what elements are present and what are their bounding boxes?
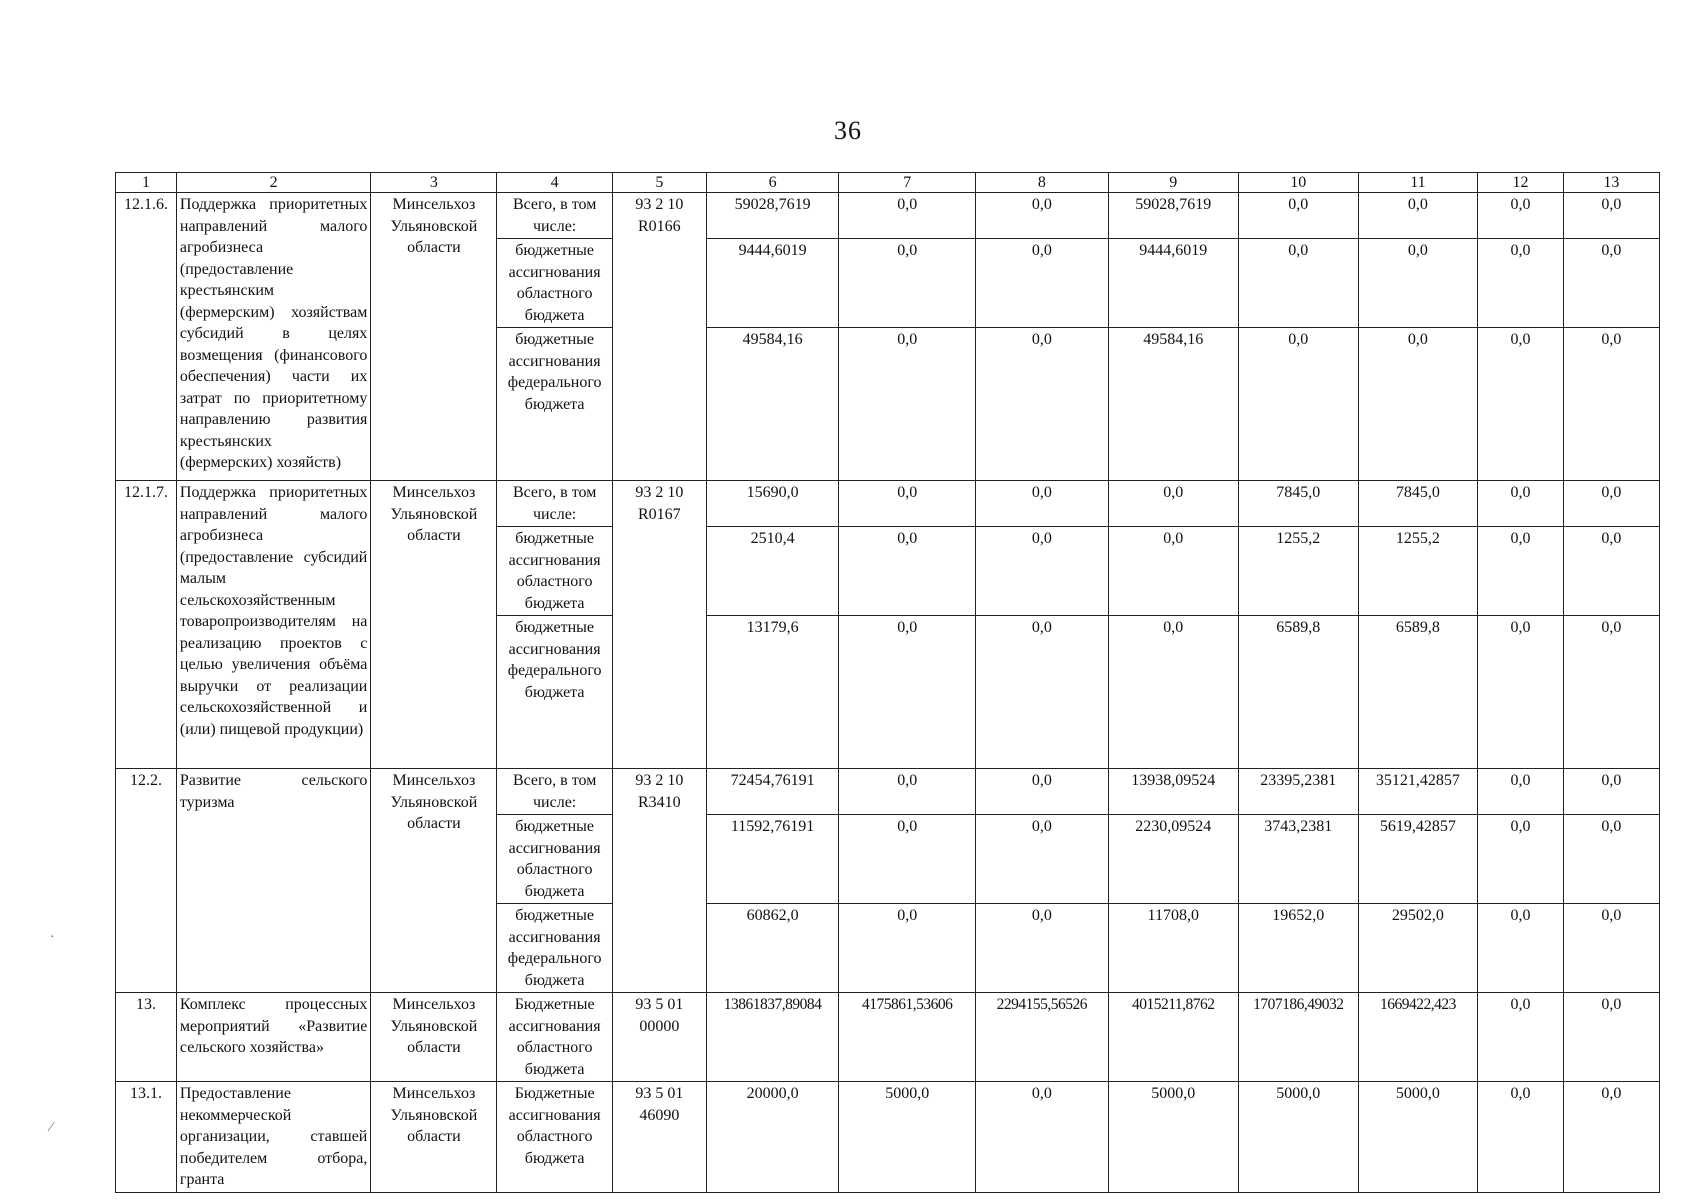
- row-number: 12.2.: [116, 769, 177, 993]
- value-cell: 1669422,423: [1358, 993, 1478, 1082]
- value-cell: 5619,42857: [1358, 815, 1478, 904]
- column-header: 13: [1563, 173, 1659, 193]
- value-cell: 0,0: [1563, 815, 1659, 904]
- table-row: [116, 1082, 1660, 1193]
- value-cell: 23395,2381: [1238, 769, 1358, 815]
- budget-code: 93 2 10 R3410: [612, 769, 706, 993]
- budget-code: 93 5 01 00000: [612, 993, 706, 1082]
- value-cell: 0,0: [1563, 904, 1659, 993]
- value-cell: 0,0: [1563, 616, 1659, 769]
- row-name: Комплекс процессных мероприятий «Развитие сельского хозяйства»: [176, 993, 370, 1082]
- column-header: 8: [976, 173, 1108, 193]
- value-cell: 0,0: [839, 239, 976, 328]
- row-executor: Минсельхоз Ульяновской области: [371, 769, 497, 993]
- value-cell: 0,0: [976, 328, 1108, 481]
- value-cell: 15690,0: [706, 481, 838, 527]
- value-cell: 0,0: [1108, 481, 1238, 527]
- value-cell: 20000,0: [706, 1082, 838, 1193]
- value-cell: 0,0: [839, 616, 976, 769]
- funding-source: Всего, в том числе:: [497, 193, 612, 239]
- value-cell: 5000,0: [1358, 1082, 1478, 1193]
- value-cell: 0,0: [1563, 527, 1659, 616]
- table-row: [116, 193, 1660, 239]
- row-number: 12.1.6.: [116, 193, 177, 481]
- column-header: 1: [116, 173, 177, 193]
- value-cell: 9444,6019: [706, 239, 838, 328]
- value-cell: 0,0: [1563, 328, 1659, 481]
- scan-speck: ·: [50, 930, 55, 945]
- value-cell: 0,0: [1478, 481, 1563, 527]
- value-cell: 6589,8: [1238, 616, 1358, 769]
- value-cell: 19652,0: [1238, 904, 1358, 993]
- value-cell: 9444,6019: [1108, 239, 1238, 328]
- funding-source: Всего, в том числе:: [497, 769, 612, 815]
- value-cell: 0,0: [1563, 1082, 1659, 1193]
- value-cell: 0,0: [1478, 1082, 1563, 1193]
- value-cell: 0,0: [976, 616, 1108, 769]
- value-cell: 2230,09524: [1108, 815, 1238, 904]
- value-cell: 0,0: [1563, 769, 1659, 815]
- funding-source: бюджетные ассигнования федерального бюджета: [497, 616, 612, 769]
- value-cell: 4175861,53606: [839, 993, 976, 1082]
- value-cell: 0,0: [1478, 193, 1563, 239]
- row-number: 13.1.: [116, 1082, 177, 1193]
- value-cell: 0,0: [976, 481, 1108, 527]
- value-cell: 0,0: [1238, 239, 1358, 328]
- value-cell: 11708,0: [1108, 904, 1238, 993]
- value-cell: 0,0: [839, 904, 976, 993]
- value-cell: 0,0: [839, 769, 976, 815]
- column-header: 10: [1238, 173, 1358, 193]
- budget-table: [115, 172, 1660, 1193]
- value-cell: 13179,6: [706, 616, 838, 769]
- value-cell: 0,0: [976, 193, 1108, 239]
- column-header: 2: [176, 173, 370, 193]
- value-cell: 0,0: [1478, 769, 1563, 815]
- row-name: Поддержка приоритетных направлений малого агробизнеса (предоставление субсидий малым сельскохозяйственным товаропроизводителям на реализацию проектов с целью увеличения объёма выручки от реализации сельскохозяйственной и (или) пищевой продукции): [176, 481, 370, 769]
- row-executor: Минсельхоз Ульяновской области: [371, 193, 497, 481]
- value-cell: 0,0: [1563, 193, 1659, 239]
- value-cell: 2294155,56526: [976, 993, 1108, 1082]
- column-header: 4: [497, 173, 612, 193]
- value-cell: 0,0: [839, 481, 976, 527]
- value-cell: 0,0: [1238, 193, 1358, 239]
- value-cell: 0,0: [1478, 527, 1563, 616]
- value-cell: 2510,4: [706, 527, 838, 616]
- column-header: 11: [1358, 173, 1478, 193]
- value-cell: 0,0: [1358, 328, 1478, 481]
- value-cell: 0,0: [976, 1082, 1108, 1193]
- value-cell: 0,0: [1238, 328, 1358, 481]
- column-number-row: [116, 173, 1660, 193]
- budget-code: 93 2 10 R0166: [612, 193, 706, 481]
- value-cell: 0,0: [839, 193, 976, 239]
- column-header: 3: [371, 173, 497, 193]
- value-cell: 0,0: [1478, 616, 1563, 769]
- value-cell: 4015211,8762: [1108, 993, 1238, 1082]
- value-cell: 1707186,49032: [1238, 993, 1358, 1082]
- column-header: 6: [706, 173, 838, 193]
- budget-code: 93 5 01 46090: [612, 1082, 706, 1193]
- value-cell: 0,0: [1563, 239, 1659, 328]
- value-cell: 1255,2: [1358, 527, 1478, 616]
- value-cell: 5000,0: [1238, 1082, 1358, 1193]
- value-cell: 0,0: [1108, 527, 1238, 616]
- value-cell: 0,0: [976, 527, 1108, 616]
- column-header: 5: [612, 173, 706, 193]
- column-header: 12: [1478, 173, 1563, 193]
- value-cell: 0,0: [1478, 328, 1563, 481]
- scan-speck: ⁄: [50, 1120, 53, 1135]
- value-cell: 0,0: [976, 239, 1108, 328]
- value-cell: 1255,2: [1238, 527, 1358, 616]
- table-row: [116, 993, 1660, 1082]
- funding-source: Бюджетные ассигнования областного бюджета: [497, 993, 612, 1082]
- funding-source: Всего, в том числе:: [497, 481, 612, 527]
- value-cell: 0,0: [1563, 993, 1659, 1082]
- value-cell: 0,0: [839, 328, 976, 481]
- value-cell: 35121,42857: [1358, 769, 1478, 815]
- value-cell: 0,0: [1478, 993, 1563, 1082]
- value-cell: 60862,0: [706, 904, 838, 993]
- row-name: Развитие сельского туризма: [176, 769, 370, 993]
- column-header: 9: [1108, 173, 1238, 193]
- value-cell: 0,0: [1563, 481, 1659, 527]
- column-header: 7: [839, 173, 976, 193]
- value-cell: 72454,76191: [706, 769, 838, 815]
- value-cell: 59028,7619: [1108, 193, 1238, 239]
- funding-source: бюджетные ассигнования областного бюджета: [497, 815, 612, 904]
- value-cell: 0,0: [1478, 815, 1563, 904]
- value-cell: 5000,0: [1108, 1082, 1238, 1193]
- row-name: Поддержка приоритетных направлений малого агробизнеса (предоставление крестьянским (фермерским) хозяйствам субсидий в целях возмещения (финансового обеспечения) части их затрат по приоритетному направлению развития крестьянских (фермерских) хозяйств): [176, 193, 370, 481]
- value-cell: 0,0: [1358, 193, 1478, 239]
- funding-source: Бюджетные ассигнования областного бюджета: [497, 1082, 612, 1193]
- value-cell: 3743,2381: [1238, 815, 1358, 904]
- value-cell: 0,0: [1478, 239, 1563, 328]
- funding-source: бюджетные ассигнования федерального бюджета: [497, 904, 612, 993]
- value-cell: 0,0: [1358, 239, 1478, 328]
- value-cell: 0,0: [839, 527, 976, 616]
- value-cell: 0,0: [976, 815, 1108, 904]
- row-name: Предоставление некоммерческой организации, ставшей победителем отбора, гранта: [176, 1082, 370, 1193]
- value-cell: 49584,16: [1108, 328, 1238, 481]
- value-cell: 29502,0: [1358, 904, 1478, 993]
- value-cell: 13938,09524: [1108, 769, 1238, 815]
- row-executor: Минсельхоз Ульяновской области: [371, 993, 497, 1082]
- budget-code: 93 2 10 R0167: [612, 481, 706, 769]
- funding-source: бюджетные ассигнования областного бюджета: [497, 239, 612, 328]
- value-cell: 7845,0: [1238, 481, 1358, 527]
- value-cell: 0,0: [976, 904, 1108, 993]
- value-cell: 6589,8: [1358, 616, 1478, 769]
- funding-source: бюджетные ассигнования областного бюджета: [497, 527, 612, 616]
- row-executor: Минсельхоз Ульяновской области: [371, 1082, 497, 1193]
- value-cell: 0,0: [976, 769, 1108, 815]
- value-cell: 0,0: [1108, 616, 1238, 769]
- table-row: [116, 769, 1660, 815]
- row-number: 13.: [116, 993, 177, 1082]
- row-executor: Минсельхоз Ульяновской области: [371, 481, 497, 769]
- page-number: 36: [834, 116, 862, 145]
- value-cell: 11592,76191: [706, 815, 838, 904]
- value-cell: 49584,16: [706, 328, 838, 481]
- value-cell: 13861837,89084: [706, 993, 838, 1082]
- row-number: 12.1.7.: [116, 481, 177, 769]
- value-cell: 7845,0: [1358, 481, 1478, 527]
- value-cell: 0,0: [1478, 904, 1563, 993]
- value-cell: 5000,0: [839, 1082, 976, 1193]
- value-cell: 0,0: [839, 815, 976, 904]
- funding-source: бюджетные ассигнования федерального бюджета: [497, 328, 612, 481]
- table-row: [116, 481, 1660, 527]
- value-cell: 59028,7619: [706, 193, 838, 239]
